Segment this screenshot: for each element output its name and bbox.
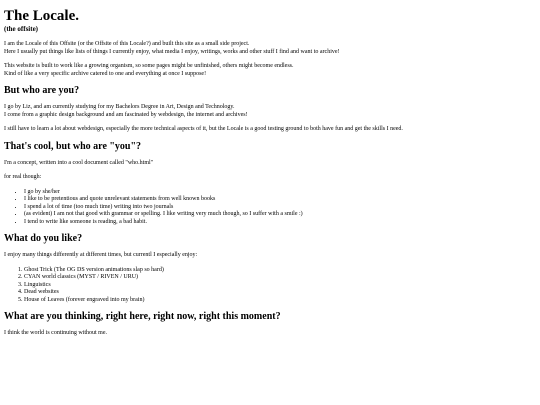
thinking-paragraph: I think the world is continuing without me. [4,330,107,336]
list-item: 1. Ghost Trick (The OG DS version animations slap so hard) [24,267,536,275]
section-heading-like: What do you like? [4,233,83,244]
list-item: • I go by she/her [24,189,536,197]
facts-list [4,189,536,227]
section-heading-you: That's cool, but who are "you"? [4,140,142,152]
who-paragraph-1 [4,104,536,119]
intro-paragraph-1 [4,41,536,56]
list-item: 4. Dead websites [24,289,536,297]
like-paragraph: I enjoy many things differently at different times, but currentl I especially enjoy: [4,252,198,258]
list-item: • I like to be pretentious and quote unrelevant statements from well known books [24,196,536,204]
who-paragraph-2: I still have to learn a lot about webdesign, especially the more technical aspects of it, but the Locale is a good testing ground to both have fun and get the skills I need. [4,126,403,132]
who-line: I come from a graphic design background and am fascinated by webdesign, the internet and archives! [4,111,248,118]
list-item: 3. Linguistics [24,282,536,290]
likes-list [4,267,536,305]
list-item: 2. CYAN world classics (MYST / RIVEN / URU) [24,274,536,282]
intro-line: Kind of like a very specific archive catered to one and everything at once I suppose! [4,70,207,77]
page-title: The Locale. [4,8,79,24]
page-subtitle: (the offsite) [4,25,39,33]
list-item: • (as evident) I am not that good with grammar or spelling. I like writing very much though, so I suffer with a smile :) [24,211,536,219]
you-paragraph-1: I'm a concept, written into a cool document called "who.html" [4,159,154,166]
you-paragraph-2: for real though: [4,174,42,180]
intro-line: This website is built to work like a growing organism, so some pages might be unfinished, others might become endless. [4,63,294,69]
list-item: • I tend to write like someone is reading, a bad habit. [24,219,536,227]
list-item: • I spend a lot of time (too much time) writing into two journals [24,204,536,212]
intro-line: Here I usually put things like lists of things I currently enjoy, what media I enjoy, writings, works and other stuff I find and want to archive! [4,48,340,55]
intro-paragraph-2 [4,63,536,78]
intro-line: I am the Locale of this Offsite (or the Offsite of this Locale?) and built this site as a small side project. [4,41,250,47]
section-heading-who: But who are you? [4,85,80,96]
who-line: I go by Liz, and am currently studying for my Bachelors Degree in Art, Design and Technology. [4,104,235,110]
list-item: 5. House of Leaves (forever engraved into my brain) [24,297,536,305]
section-heading-thinking: What are you thinking, right here, right now, right this moment? [4,311,281,322]
